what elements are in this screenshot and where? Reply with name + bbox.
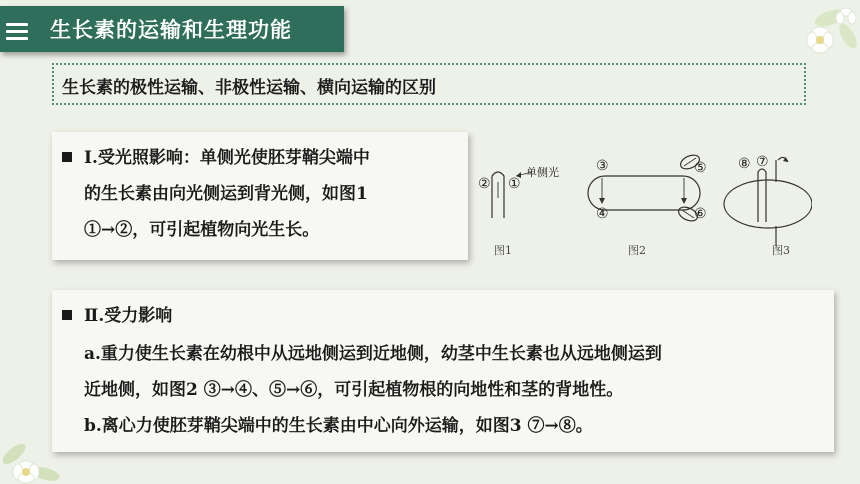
transport-figures	[472, 146, 812, 266]
fig3-caption: 图3	[772, 244, 790, 257]
flower-decoration-top-right	[790, 0, 860, 70]
fig2-caption: 图2	[628, 244, 646, 257]
menu-lines-icon	[6, 23, 28, 44]
section1-line-3: ①→②，可引起植物向光生长。	[84, 220, 320, 240]
fig1-mark-right: ①	[508, 176, 521, 192]
fig2-mark-6: ⑥	[694, 206, 707, 222]
section1-line-2: 的生长素由向光侧运到背光侧，如图1	[84, 184, 368, 204]
page-title: 生长素的运输和生理功能	[50, 18, 292, 42]
fig3-mark-8: ⑧	[738, 156, 751, 172]
section2-line-a2: 近地侧，如图2 ③→④、⑤→⑥，可引起植物根的向地性和茎的背地性。	[84, 380, 624, 400]
section2-heading: Ⅱ.受力影响	[62, 308, 172, 325]
force-effect-card	[52, 290, 834, 452]
fig1-light-label: 单侧光	[526, 166, 559, 179]
section2-line-b: b.离心力使胚芽鞘尖端中的生长素由中心向外运输，如图3 ⑦→⑧。	[84, 416, 593, 436]
fig2-mark-5: ⑤	[694, 160, 707, 176]
fig2-mark-3: ③	[596, 158, 609, 174]
subtitle-box	[52, 63, 806, 105]
light-effect-card	[52, 132, 468, 260]
title-banner	[0, 6, 344, 52]
square-bullet-icon	[62, 152, 72, 162]
fig3-mark-7: ⑦	[756, 154, 769, 170]
section2-line-a1: a.重力使生长素在幼根中从远地侧运到近地侧，幼茎中生长素也从远地侧运到	[84, 344, 662, 364]
subtitle-text: 生长素的极性运输、非极性运输、横向运输的区别	[62, 78, 436, 98]
fig2-mark-4: ④	[596, 206, 609, 222]
fig1-caption: 图1	[494, 244, 512, 257]
fig1-mark-left: ②	[478, 176, 491, 192]
square-bullet-icon	[62, 310, 72, 320]
section1-line-1: Ⅰ.受光照影响：单侧光使胚芽鞘尖端中	[62, 150, 370, 167]
